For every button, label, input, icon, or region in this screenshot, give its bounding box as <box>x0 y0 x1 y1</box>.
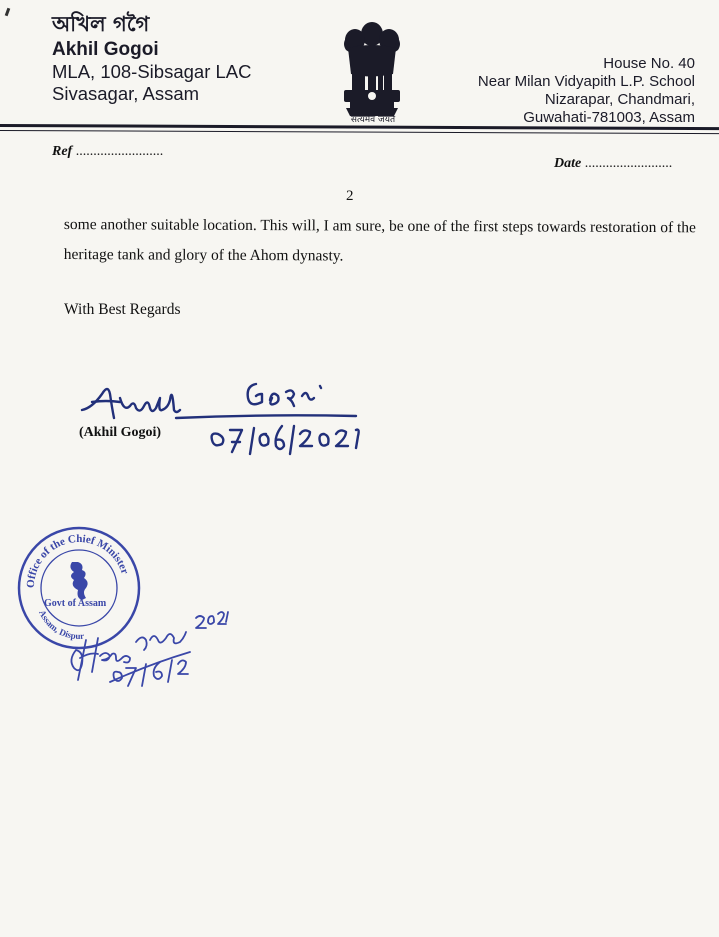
handwritten-signature <box>80 372 380 457</box>
emblem-motto: सत्यमेव जयते <box>350 115 396 125</box>
ref-dots: ......................... <box>72 144 164 159</box>
sender-district: Sivasagar, Assam <box>52 83 200 104</box>
stamp-text-top: Office of the Chief Minister <box>24 532 131 589</box>
address-line: Near Milan Vidyapith L.P. School <box>477 73 695 90</box>
date-label: Date <box>554 156 582 171</box>
letterhead-rule-thin <box>0 130 719 134</box>
ref-field <box>52 144 163 160</box>
date-dots: ......................... <box>581 156 673 171</box>
ref-label: Ref <box>52 144 73 159</box>
address-line: Guwahati-781003, Assam <box>523 109 695 126</box>
name-native: অখিল গগৈ <box>52 12 150 36</box>
body-paragraph: some another suitable location. This will, I am sure, be one of the first steps towards restoration of the heritage tank and glory of the Ahom dynasty. <box>63 215 697 265</box>
page-number: 2 <box>346 188 354 204</box>
stamp-text-lower: Assam, Dispur <box>37 608 85 642</box>
address-line: Nizarapar, Chandmari, <box>544 91 695 108</box>
closing-line: With Best Regards <box>64 301 181 318</box>
letterhead-address <box>478 55 695 127</box>
paper-speck <box>5 8 11 17</box>
sender-name: Akhil Gogoi <box>52 39 159 60</box>
sender-designation: MLA, 108-Sibsagar LAC <box>52 61 252 82</box>
address-line: House No. 40 <box>603 55 695 72</box>
date-field <box>554 156 672 172</box>
letterhead-left <box>52 12 252 105</box>
stamp-text-middle: Govt of Assam <box>44 598 107 609</box>
signatory-name: (Akhil Gogoi) <box>79 425 162 440</box>
handwritten-receipt-note <box>60 610 230 690</box>
